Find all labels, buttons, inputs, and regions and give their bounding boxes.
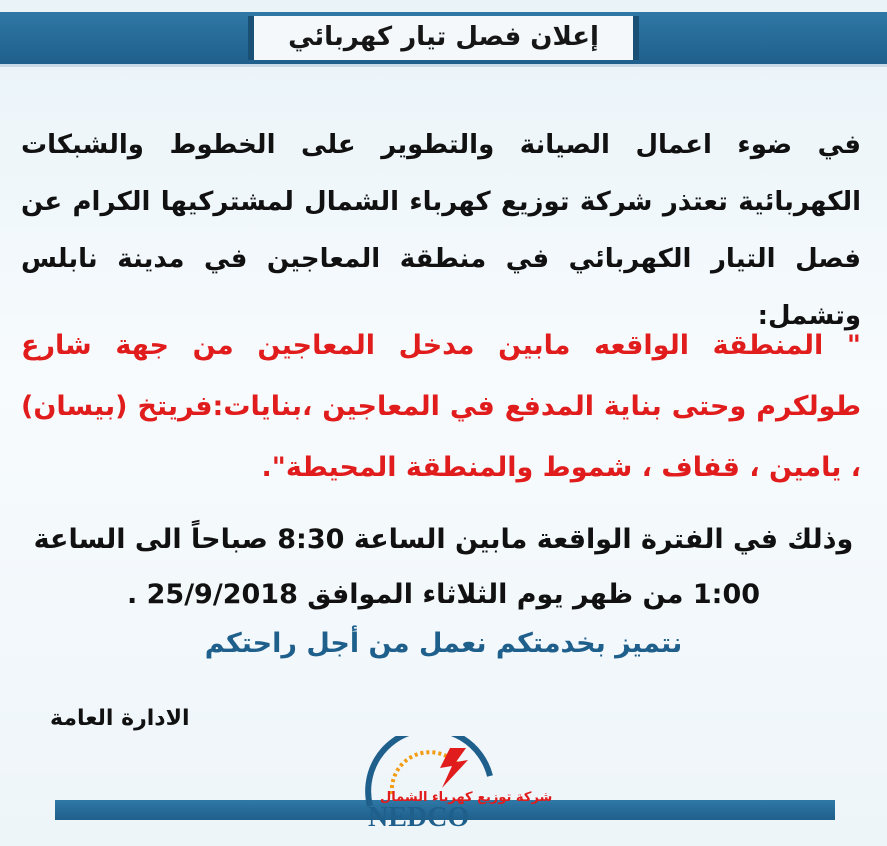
affected-area-paragraph: " المنطقة الواقعه مابين مدخل المعاجين من جهة شارع طولكرم وحتى بناية المدفع في المعاجين ،بنايات:فريتخ (بيسان) ، يامين ، قفاف ، شموط والمنطقة المحيطة". bbox=[21, 330, 861, 483]
signature-text: الادارة العامة bbox=[50, 706, 190, 731]
company-logo bbox=[350, 736, 553, 836]
header-inner bbox=[40, 12, 847, 64]
slogan-text: نتميز بخدمتكم نعمل من أجل راحتكم bbox=[204, 628, 683, 659]
intro-paragraph: في ضوء اعمال الصيانة والتطوير على الخطوط والشبكات الكهربائية تعتذر شركة توزيع كهرباء الشمال لمشتركيها الكرام عن فصل التيار الكهربائي في منطقة المعاجين في مدينة نابلس وتشمل: bbox=[21, 130, 861, 331]
header-banner bbox=[0, 12, 887, 67]
page-title: إعلان فصل تيار كهربائي bbox=[248, 16, 639, 60]
logo-arabic-name: شركة توزيع كهرباء الشمال bbox=[380, 790, 553, 805]
schedule-paragraph: وذلك في الفترة الواقعة مابين الساعة 8:30 صباحاً الى الساعة 1:00 من ظهر يوم الثلاثاء الموافق 25/9/2018 . bbox=[33, 524, 854, 610]
logo-company-name: NEDCO bbox=[368, 802, 470, 833]
